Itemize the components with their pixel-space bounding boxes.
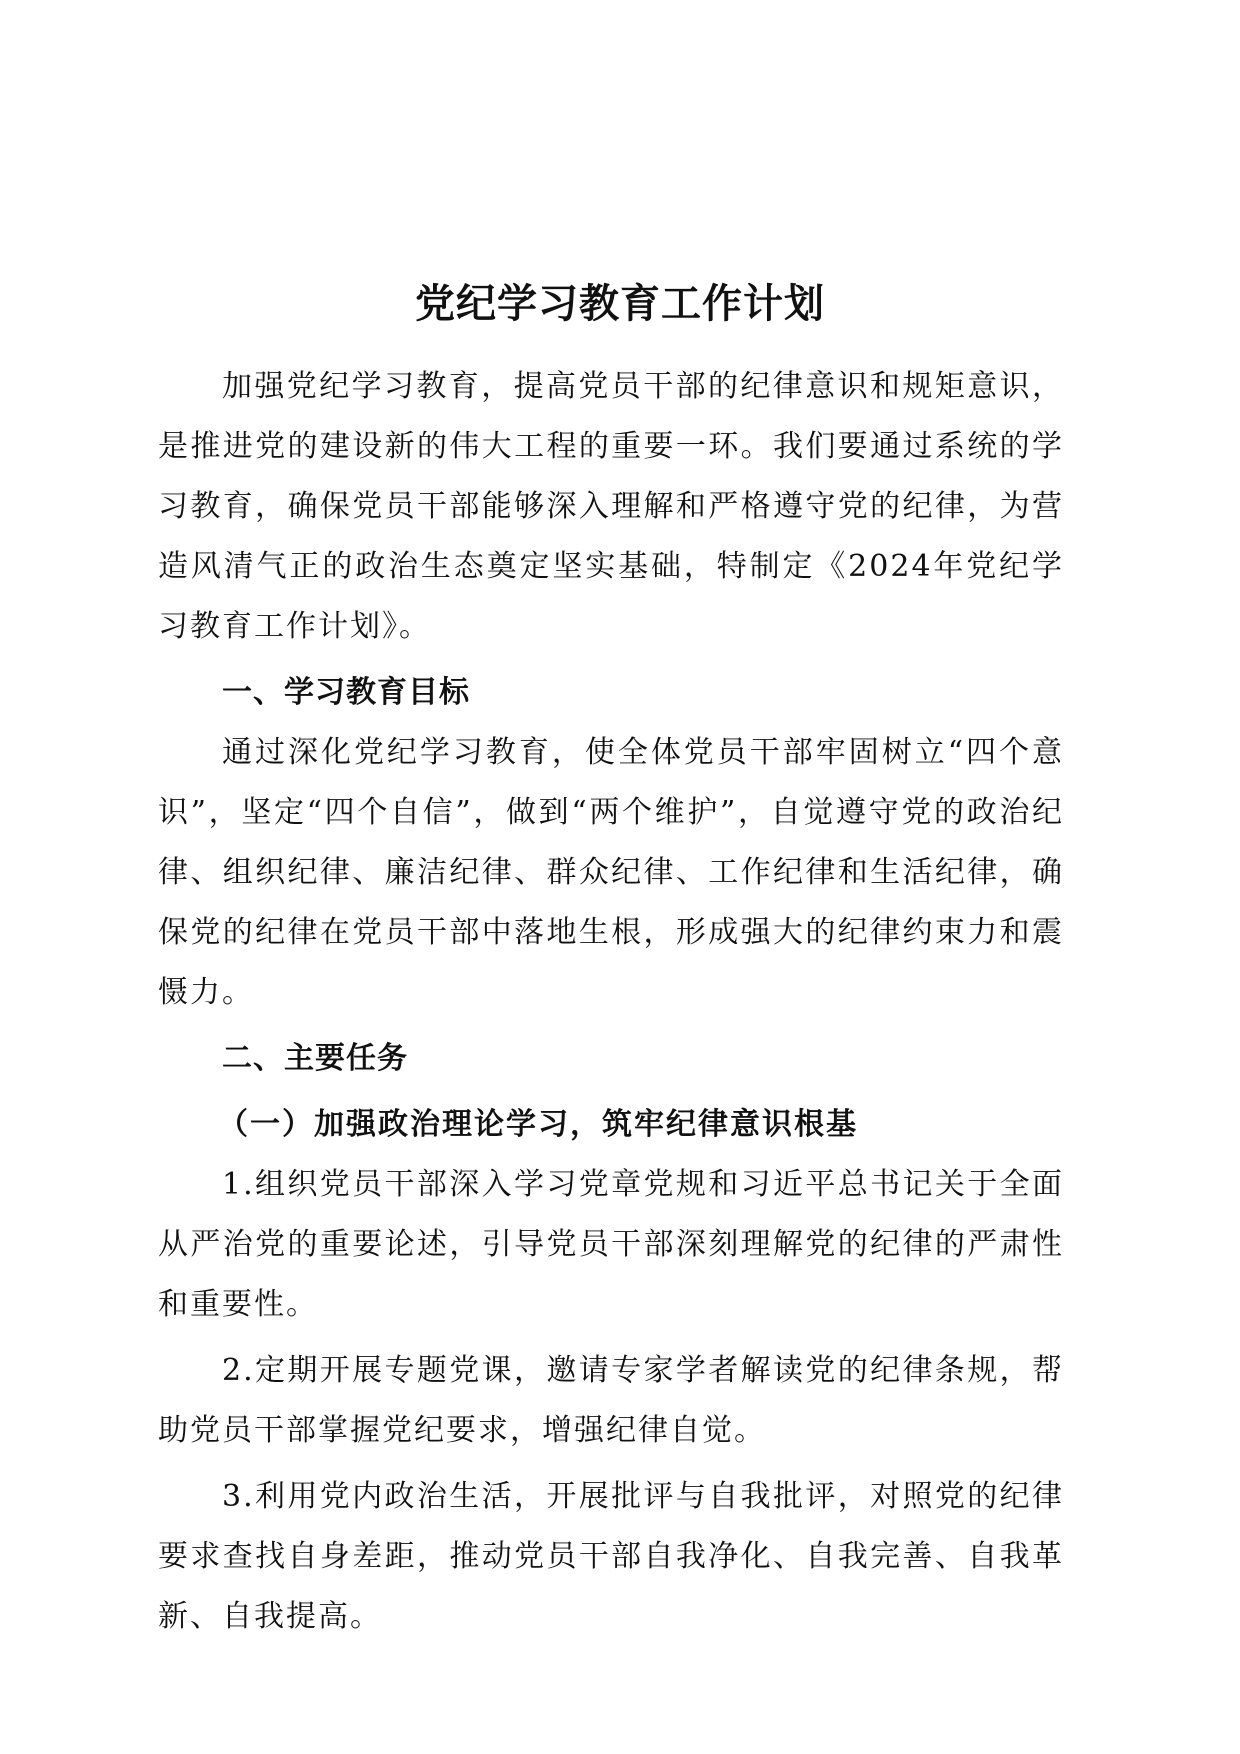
goals-paragraph: 通过深化党纪学习教育，使全体党员干部牢固树立“四个意识”，坚定“四个自信”，做到“两个维护”，自觉遵守党的政治纪律、组织纪律、廉洁纪律、群众纪律、工作纪律和生活纪律，确保党的纪律在党员干部中落地生根，形成强大的纪律约束力和震慑力。 xyxy=(158,735,1064,1010)
intro-paragraph: 加强党纪学习教育，提高党员干部的纪律意识和规矩意识，是推进党的建设新的伟大工程的重要一环。我们要通过系统的学习教育，确保党员干部能够深入理解和严格遵守党的纪律，为营造风清气正的政治生态奠定坚实基础，特制定《2024年党纪学习教育工作计划》。 xyxy=(158,369,1064,644)
subsection-heading: （一）加强政治理论学习，筑牢纪律意识根基 xyxy=(218,1107,858,1142)
document-body xyxy=(158,357,1064,1647)
document-title: 党纪学习教育工作计划 xyxy=(415,281,825,327)
task-item: 3.利用党内政治生活，开展批评与自我批评，对照党的纪律要求查找自身差距，推动党员干部自我净化、自我完善、自我革新、自我提高。 xyxy=(158,1479,1064,1634)
section-heading-tasks: 二、主要任务 xyxy=(222,1041,408,1076)
task-item: 1.组织党员干部深入学习党章党规和习近平总书记关于全面从严治党的重要论述，引导党员干部深刻理解党的纪律的严肃性和重要性。 xyxy=(158,1167,1064,1322)
section-heading-goals: 一、学习教育目标 xyxy=(222,675,470,710)
task-item: 2.定期开展专题党课，邀请专家学者解读党的纪律条规，帮助党员干部掌握党纪要求，增强纪律自觉。 xyxy=(158,1353,1064,1448)
